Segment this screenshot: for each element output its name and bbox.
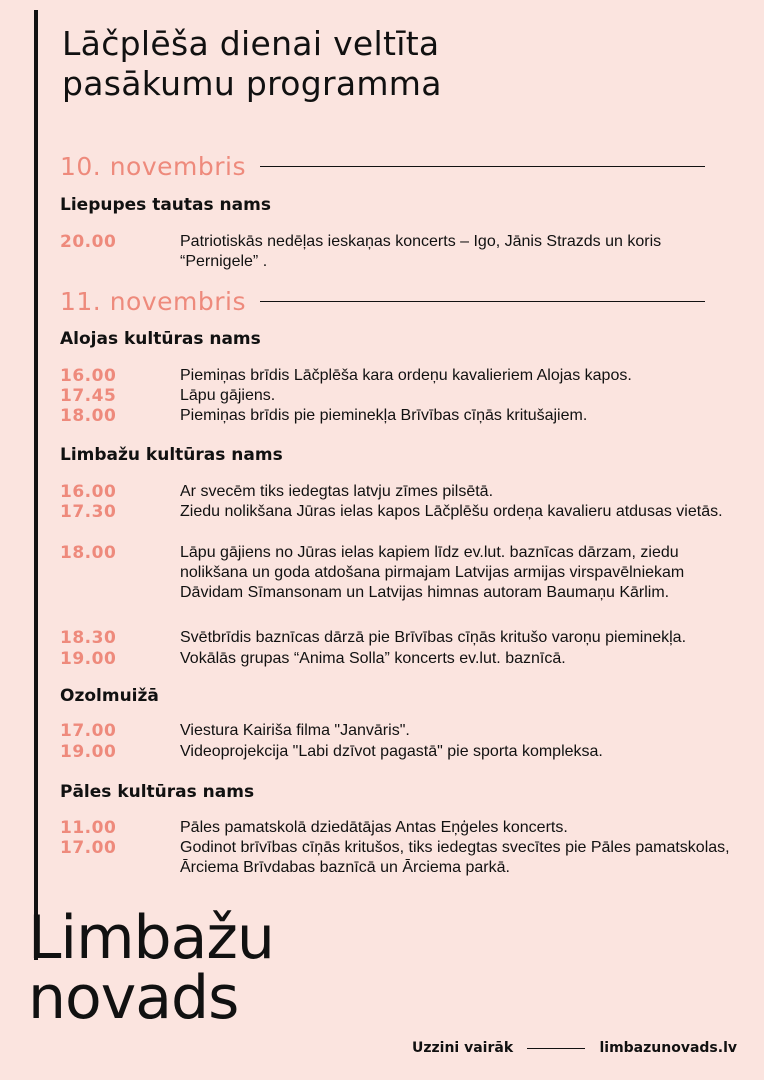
event-time: 11.00 — [60, 818, 117, 838]
event-description: Godinot brīvības cīņās kritušos, tiks iedegtas svecītes pie Pāles pamatskolas, Ārciema Brīvdabas baznīcā un Ārciema parkā. — [180, 839, 730, 876]
brand-line-2: novads — [28, 963, 239, 1033]
event-description: Viestura Kairiša filma "Janvāris". — [180, 722, 410, 739]
venue-ozolmuiza: Ozolmuižā — [60, 686, 159, 706]
brand-line-1: Limbažu — [28, 903, 274, 973]
event-time: 19.00 — [60, 742, 117, 762]
date-divider — [260, 166, 705, 167]
more-info-label: Uzzini vairāk — [412, 1040, 514, 1056]
website-link[interactable]: limbazunovads.lv — [599, 1040, 737, 1056]
event-description: Piemiņas brīdis Lāčplēša kara ordeņu kavalieriem Alojas kapos. — [180, 367, 632, 384]
title-line-1: Lāčplēša dienai veltīta — [62, 24, 440, 63]
event-time: 17.00 — [60, 838, 117, 858]
left-vertical-bar — [34, 10, 38, 960]
event-time: 18.00 — [60, 543, 117, 563]
event-time: 18.00 — [60, 406, 117, 426]
event-time: 18.30 — [60, 628, 117, 648]
footer-divider — [527, 1048, 585, 1049]
event-description: Vokālās grupas “Anima Solla” koncerts ev.lut. baznīcā. — [180, 650, 566, 667]
date-heading-11 — [60, 287, 705, 316]
date-divider — [260, 301, 705, 302]
brand-logo — [28, 903, 274, 1033]
page-title — [62, 24, 442, 104]
event-description: Videoprojekcija "Labi dzīvot pagastā" pie sporta kompleksa. — [180, 743, 603, 760]
footer — [412, 1040, 737, 1056]
event-description: Lāpu gājiens no Jūras ielas kapiem līdz ev.lut. baznīcas dārzam, ziedu nolikšana un goda atdošana pirmajam Latvijas armijas virspavēlniekam Dāvidam Sīmansonam un Latvijas himnas autoram Baumaņu Kārlim. — [180, 544, 685, 601]
event-time: 20.00 — [60, 232, 117, 252]
event-time: 17.30 — [60, 502, 117, 522]
event-time: 16.00 — [60, 482, 117, 502]
event-description: Piemiņas brīdis pie pieminekļa Brīvības cīņās kritušajiem. — [180, 407, 588, 424]
event-time: 19.00 — [60, 649, 117, 669]
venue-liepupe: Liepupes tautas nams — [60, 195, 271, 215]
event-description: Svētbrīdis baznīcas dārzā pie Brīvības cīņās kritušo varoņu pieminekļa. — [180, 629, 687, 646]
event-description: Patriotiskās nedēļas ieskaņas koncerts – Igo, Jānis Strazds un koris “Pernigele” . — [180, 233, 662, 270]
event-time: 16.00 — [60, 366, 117, 386]
event-description: Pāles pamatskolā dziedātājas Antas Eņģeles koncerts. — [180, 819, 568, 836]
event-description: Ar svecēm tiks iedegtas latvju zīmes pilsētā. — [180, 483, 494, 500]
title-line-2: pasākumu programma — [62, 64, 442, 103]
date-label: 10. novembris — [60, 152, 246, 181]
venue-limbazi: Limbažu kultūras nams — [60, 445, 283, 465]
event-description: Lāpu gājiens. — [180, 387, 276, 404]
date-label: 11. novembris — [60, 287, 246, 316]
venue-pale: Pāles kultūras nams — [60, 782, 255, 802]
date-heading-10 — [60, 152, 705, 181]
event-time: 17.45 — [60, 386, 117, 406]
event-description: Ziedu nolikšana Jūras ielas kapos Lāčplēšu ordeņa kavalieru atdusas vietās. — [180, 503, 723, 520]
venue-aloja: Alojas kultūras nams — [60, 329, 261, 349]
event-time: 17.00 — [60, 721, 117, 741]
